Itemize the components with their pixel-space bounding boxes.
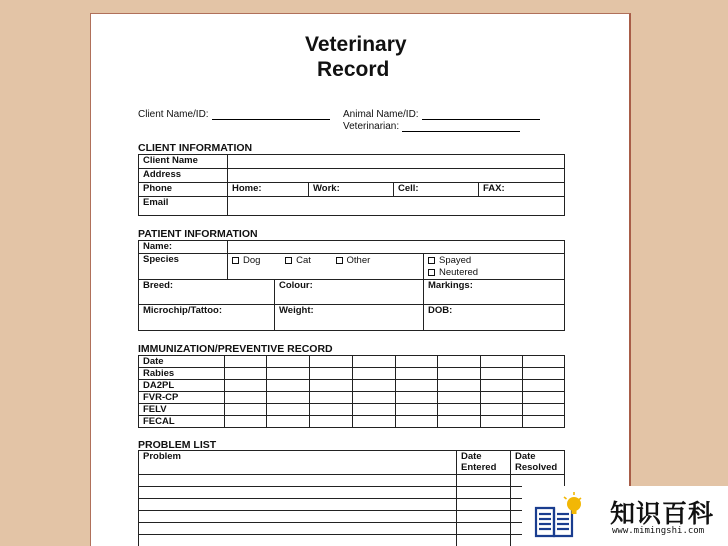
spayed-option[interactable]: Spayed — [428, 255, 560, 267]
species-other-option[interactable]: Other — [336, 255, 371, 266]
problem-row — [139, 499, 565, 511]
immunization-row: Date — [139, 356, 565, 368]
client-info-table — [138, 154, 565, 216]
weight-cell[interactable]: Weight: — [275, 305, 424, 331]
problem-list-heading: PROBLEM LIST — [138, 439, 217, 451]
address-cell[interactable] — [228, 169, 565, 183]
email-label: Email — [139, 197, 228, 216]
date-resolved-header: Date Resolved — [511, 451, 565, 475]
spayed-checkbox[interactable] — [428, 257, 435, 264]
patient-info-table — [138, 240, 565, 331]
colour-cell[interactable]: Colour: — [275, 280, 424, 305]
problem-row — [139, 523, 565, 535]
dog-checkbox[interactable] — [232, 257, 239, 264]
breed-cell[interactable]: Breed: — [139, 280, 275, 305]
form-title: Veterinary Record — [305, 33, 407, 81]
immunization-row: DA2PL — [139, 380, 565, 392]
problem-row — [139, 511, 565, 523]
problem-row — [139, 475, 565, 487]
problem-row — [139, 535, 565, 546]
patient-name-label: Name: — [139, 241, 228, 254]
problem-row — [139, 487, 565, 499]
watermark-logo — [522, 486, 728, 546]
immunization-table — [138, 355, 565, 428]
patient-name-cell[interactable] — [228, 241, 565, 254]
animal-name-id-field[interactable]: Animal Name/ID: — [343, 109, 540, 120]
watermark-url: www.mimingshi.com — [612, 526, 705, 536]
address-label: Address — [139, 169, 228, 183]
immunization-heading: IMMUNIZATION/PREVENTIVE RECORD — [138, 343, 333, 355]
phone-label: Phone — [139, 183, 228, 197]
client-name-cell[interactable] — [228, 155, 565, 169]
species-label: Species — [139, 254, 228, 280]
form-page — [90, 13, 631, 546]
date-entered-header: Date Entered — [457, 451, 511, 475]
fax-cell[interactable]: FAX: — [479, 183, 565, 197]
client-name-label: Client Name — [139, 155, 228, 169]
cell-phone-cell[interactable]: Cell: — [394, 183, 479, 197]
veterinarian-field[interactable]: Veterinarian: — [343, 121, 520, 132]
markings-cell[interactable]: Markings: — [424, 280, 565, 305]
immunization-row: FECAL — [139, 416, 565, 428]
immunization-row: FELV — [139, 404, 565, 416]
neutered-checkbox[interactable] — [428, 269, 435, 276]
neutered-option[interactable]: Neutered — [428, 267, 560, 279]
problem-header: Problem — [139, 451, 457, 475]
client-info-heading: CLIENT INFORMATION — [138, 142, 253, 154]
home-phone-cell[interactable]: Home: — [228, 183, 309, 197]
spay-neuter-options — [424, 254, 565, 280]
patient-info-heading: PATIENT INFORMATION — [138, 228, 258, 240]
immunization-row: FVR-CP — [139, 392, 565, 404]
book-lightbulb-icon — [530, 490, 582, 542]
species-cat-option[interactable]: Cat — [285, 255, 311, 266]
immunization-row: Rabies — [139, 368, 565, 380]
watermark-brand: 知识百科 — [610, 499, 715, 528]
other-checkbox[interactable] — [336, 257, 343, 264]
cat-checkbox[interactable] — [285, 257, 292, 264]
problem-list-table — [138, 450, 565, 546]
microchip-cell[interactable]: Microchip/Tattoo: — [139, 305, 275, 331]
work-phone-cell[interactable]: Work: — [309, 183, 394, 197]
dob-cell[interactable]: DOB: — [424, 305, 565, 331]
species-options — [228, 254, 424, 280]
email-cell[interactable] — [228, 197, 565, 216]
client-name-id-field[interactable]: Client Name/ID: — [138, 109, 330, 120]
species-dog-option[interactable]: Dog — [232, 255, 260, 266]
